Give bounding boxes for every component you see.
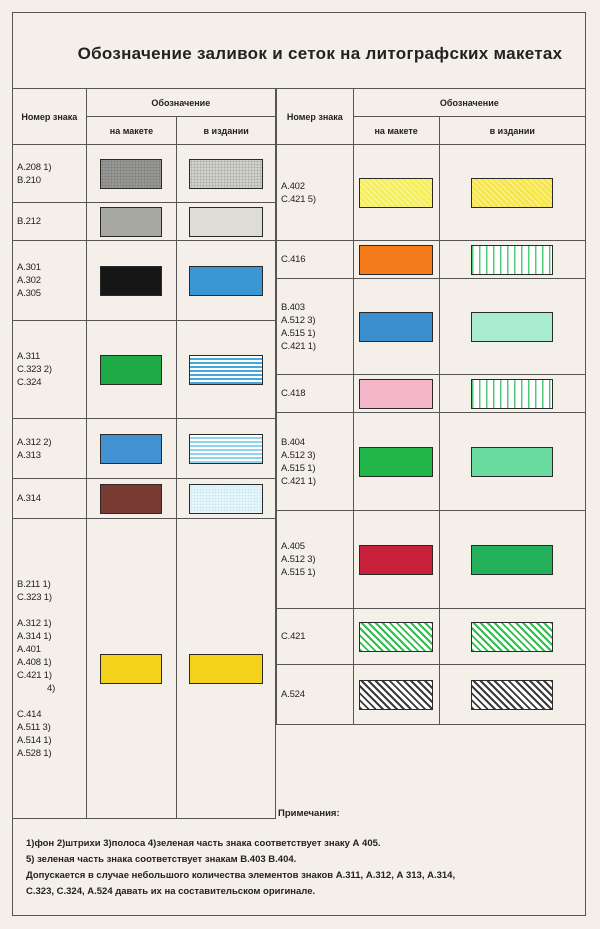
sign-code: С.421 1) — [17, 669, 52, 681]
layout-cell — [353, 511, 439, 609]
layout-swatch — [359, 545, 433, 575]
sign-codes — [13, 241, 87, 321]
sign-code: А.524 — [281, 689, 305, 700]
edition-swatch — [471, 545, 553, 575]
sign-code: А.405 — [281, 541, 305, 552]
table-row — [277, 145, 586, 241]
table-row — [13, 419, 276, 479]
edition-cell — [439, 609, 585, 665]
layout-swatch — [100, 654, 162, 684]
layout-swatch — [359, 447, 433, 477]
layout-cell — [86, 145, 177, 203]
layout-cell — [353, 609, 439, 665]
sign-codes — [13, 203, 87, 241]
layout-cell — [353, 413, 439, 511]
edition-swatch — [471, 379, 553, 409]
sign-code: 4) — [47, 682, 56, 694]
sign-code: С.324 — [17, 377, 42, 388]
sign-codes — [13, 479, 87, 519]
sign-code: В.403 — [281, 301, 305, 313]
edition-cell — [439, 665, 585, 725]
table-row — [277, 279, 586, 375]
sign-code: С.421 5) — [281, 193, 316, 205]
header-code: Номер знака — [277, 89, 354, 145]
layout-swatch — [100, 355, 162, 385]
sign-code — [17, 695, 86, 708]
sign-code: С.323 2) — [17, 364, 52, 375]
edition-cell — [177, 145, 276, 203]
sign-codes — [277, 375, 354, 413]
note-line: 1)фон 2)штрихи 3)полоса 4)зеленая часть знака соответствует знаку А 405. — [26, 838, 381, 849]
layout-swatch — [359, 680, 433, 710]
sign-code: А.514 1) — [17, 734, 52, 746]
sign-code: С.421 1) — [281, 475, 316, 487]
sign-codes — [277, 145, 354, 241]
edition-cell — [177, 321, 276, 419]
table-row — [277, 511, 586, 609]
header-on-layout: на макете — [353, 117, 439, 145]
edition-swatch — [471, 245, 553, 275]
header-row — [277, 89, 586, 117]
sign-code: А.401 — [17, 643, 41, 655]
sign-code: А.305 — [17, 288, 41, 299]
right-table — [276, 88, 586, 725]
edition-swatch — [189, 266, 263, 296]
header-designation: Обозначение — [86, 89, 275, 117]
sign-code: А.512 3) — [281, 314, 316, 326]
table-row — [277, 413, 586, 511]
edition-swatch — [189, 434, 263, 464]
sign-codes — [13, 145, 87, 203]
table-row — [13, 519, 276, 819]
edition-cell — [177, 419, 276, 479]
sign-code — [17, 604, 86, 617]
layout-cell — [353, 145, 439, 241]
notes — [26, 836, 566, 900]
sign-codes — [277, 511, 354, 609]
header-designation: Обозначение — [353, 89, 585, 117]
layout-swatch — [359, 178, 433, 208]
sign-code: С.416 — [281, 254, 306, 265]
edition-swatch — [471, 178, 553, 208]
layout-cell — [353, 665, 439, 725]
sign-codes — [277, 279, 354, 375]
table-row — [277, 609, 586, 665]
edition-swatch — [189, 159, 263, 189]
sign-code: А.515 1) — [281, 462, 316, 474]
edition-swatch — [471, 622, 553, 652]
edition-swatch — [471, 680, 553, 710]
layout-swatch — [100, 434, 162, 464]
table-row — [13, 321, 276, 419]
layout-swatch — [100, 266, 162, 296]
notes-title: Примечания: — [278, 808, 340, 819]
sign-codes — [13, 519, 87, 819]
sign-code: А.302 — [17, 275, 41, 286]
edition-swatch — [189, 355, 263, 385]
layout-swatch — [359, 379, 433, 409]
layout-swatch — [100, 207, 162, 237]
sign-code: А.312 1) — [17, 617, 52, 629]
table-row — [277, 241, 586, 279]
table-row — [277, 665, 586, 725]
edition-cell — [439, 241, 585, 279]
sign-code: А.528 1) — [17, 747, 52, 759]
note-line: С.323, С.324, А.524 давать их на составительском оригинале. — [26, 886, 316, 897]
edition-swatch — [189, 484, 263, 514]
table-row — [13, 479, 276, 519]
header-row — [13, 89, 276, 117]
sign-code: С.418 — [281, 388, 306, 399]
sign-code: С.421 1) — [281, 340, 316, 352]
sign-code: А.313 — [17, 449, 41, 461]
sign-code: А.512 3) — [281, 554, 316, 565]
edition-cell — [177, 203, 276, 241]
layout-cell — [86, 203, 177, 241]
layout-cell — [86, 241, 177, 321]
sign-codes — [13, 419, 87, 479]
sign-code: В.211 1) — [17, 578, 51, 590]
note-line: Допускается в случае небольшого количества элементов знаков А.311, А.312, А 313, А.314, — [26, 870, 456, 881]
note-line: 5) зеленая часть знака соответствует знакам В.403 В.404. — [26, 854, 297, 865]
header-code: Номер знака — [13, 89, 87, 145]
edition-swatch — [471, 447, 553, 477]
sign-code: А.402 — [281, 180, 305, 192]
table-row — [13, 241, 276, 321]
edition-swatch — [189, 654, 263, 684]
sign-codes — [13, 321, 87, 419]
table-row — [13, 145, 276, 203]
layout-cell — [86, 321, 177, 419]
layout-cell — [86, 419, 177, 479]
left-table — [12, 88, 276, 819]
header-in-edition: в издании — [439, 117, 585, 145]
sign-code: С.414 — [17, 708, 42, 720]
sign-code: В.210 — [17, 174, 41, 186]
sign-codes — [277, 609, 354, 665]
edition-cell — [177, 241, 276, 321]
page-title: Обозначение заливок и сеток на литографских макетах — [77, 44, 563, 63]
edition-swatch — [471, 312, 553, 342]
sign-code: А.511 3) — [17, 721, 51, 733]
sign-codes — [277, 241, 354, 279]
header-on-layout: на макете — [86, 117, 177, 145]
sign-code: А.312 2) — [17, 436, 52, 448]
edition-cell — [439, 511, 585, 609]
sign-code: А.512 3) — [281, 449, 316, 461]
layout-swatch — [359, 622, 433, 652]
sign-code: А.301 — [17, 262, 41, 273]
sign-code: А.314 1) — [17, 630, 52, 642]
edition-cell — [439, 413, 585, 511]
sign-code: С.421 — [281, 631, 306, 642]
sign-code: А.314 — [17, 493, 41, 504]
edition-cell — [177, 479, 276, 519]
layout-cell — [86, 479, 177, 519]
layout-swatch — [359, 245, 433, 275]
table-row — [13, 203, 276, 241]
layout-swatch — [100, 484, 162, 514]
sign-code: В.404 — [281, 436, 305, 448]
sign-codes — [277, 413, 354, 511]
sign-code: В.212 — [17, 216, 41, 227]
sign-code: А.515 1) — [281, 567, 316, 578]
sign-code: А.311 — [17, 351, 41, 362]
layout-cell — [353, 279, 439, 375]
sign-code: А.408 1) — [17, 656, 52, 668]
edition-cell — [439, 145, 585, 241]
table-row — [277, 375, 586, 413]
edition-swatch — [189, 207, 263, 237]
sign-codes — [277, 665, 354, 725]
edition-cell — [439, 375, 585, 413]
layout-swatch — [359, 312, 433, 342]
layout-cell — [353, 241, 439, 279]
sign-code: А.515 1) — [281, 327, 316, 339]
edition-cell — [177, 519, 276, 819]
sign-code: А.208 1) — [17, 161, 52, 173]
sign-code: С.323 1) — [17, 591, 52, 603]
layout-cell — [86, 519, 177, 819]
layout-cell — [353, 375, 439, 413]
layout-swatch — [100, 159, 162, 189]
header-in-edition: в издании — [177, 117, 276, 145]
edition-cell — [439, 279, 585, 375]
